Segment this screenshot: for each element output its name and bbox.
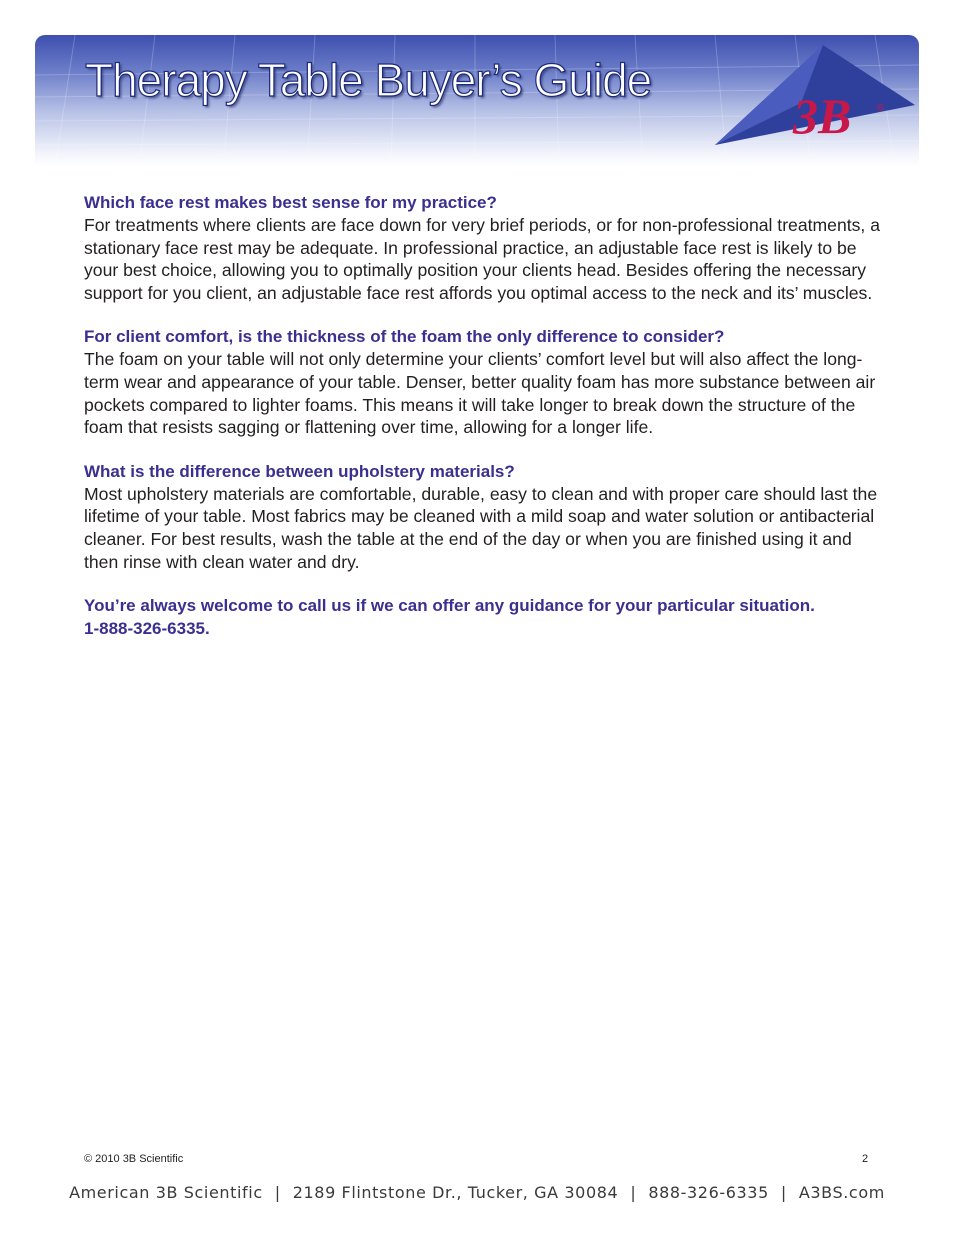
faq-question: For client comfort, is the thickness of the foam the only difference to consider? <box>84 327 725 347</box>
registered-mark: ® <box>877 103 885 114</box>
main-content <box>84 192 884 640</box>
faq-section <box>84 326 884 438</box>
faq-question: What is the difference between upholstery materials? <box>84 461 515 481</box>
page-number: 2 <box>862 1153 869 1165</box>
3b-logo <box>711 39 919 151</box>
footer-separator: | <box>630 1183 637 1202</box>
faq-section <box>84 461 884 573</box>
footer-contact-bar <box>0 1183 954 1202</box>
logo-text: 3B <box>793 88 852 144</box>
footer-company: American 3B Scientific <box>69 1183 263 1202</box>
footer-separator: | <box>274 1183 281 1202</box>
footer-separator: | <box>780 1183 787 1202</box>
header-banner <box>35 35 919 167</box>
faq-answer: For treatments where clients are face down for very brief periods, or for non-professional treatments, a stationary face rest may be adequate. In professional practice, an adjustable face rest is likely to be your best choice, allowing you to optimally position your clients head. Besides offering the necessary support for you client, an adjustable face rest affords you optimal access to the neck and its’ muscles. <box>84 215 880 303</box>
footer-phone: 888-326-6335 <box>648 1183 769 1202</box>
footer-website: A3BS.com <box>798 1183 885 1202</box>
page-title: Therapy Table Buyer’s Guide <box>85 54 652 106</box>
closing-call-to-action: You’re always welcome to call us if we can offer any guidance for your particular situation. 1-888-326-6335. <box>84 596 815 638</box>
copyright-notice: © 2010 3B Scientific <box>84 1153 184 1165</box>
faq-question: Which face rest makes best sense for my practice? <box>84 193 497 212</box>
faq-answer: Most upholstery materials are comfortable, durable, easy to clean and with proper care should last the lifetime of your table. Most fabrics may be cleaned with a mild soap and water solution or antibacterial cleaner. For best results, wash the table at the end of the day or when you are finished using it and then rinse with clean water and dry. <box>84 483 878 572</box>
footer-address: 2189 Flintstone Dr., Tucker, GA 30084 <box>292 1183 619 1202</box>
faq-answer: The foam on your table will not only determine your clients’ comfort level but will also affect the long-term wear and appearance of your table. Denser, better quality foam has more substance between air pockets compared to lighter foams. This means it will take longer to break down the structure of the foam that resists sagging or flattening over time, allowing for a longer life. <box>84 349 876 438</box>
faq-section <box>84 192 884 304</box>
